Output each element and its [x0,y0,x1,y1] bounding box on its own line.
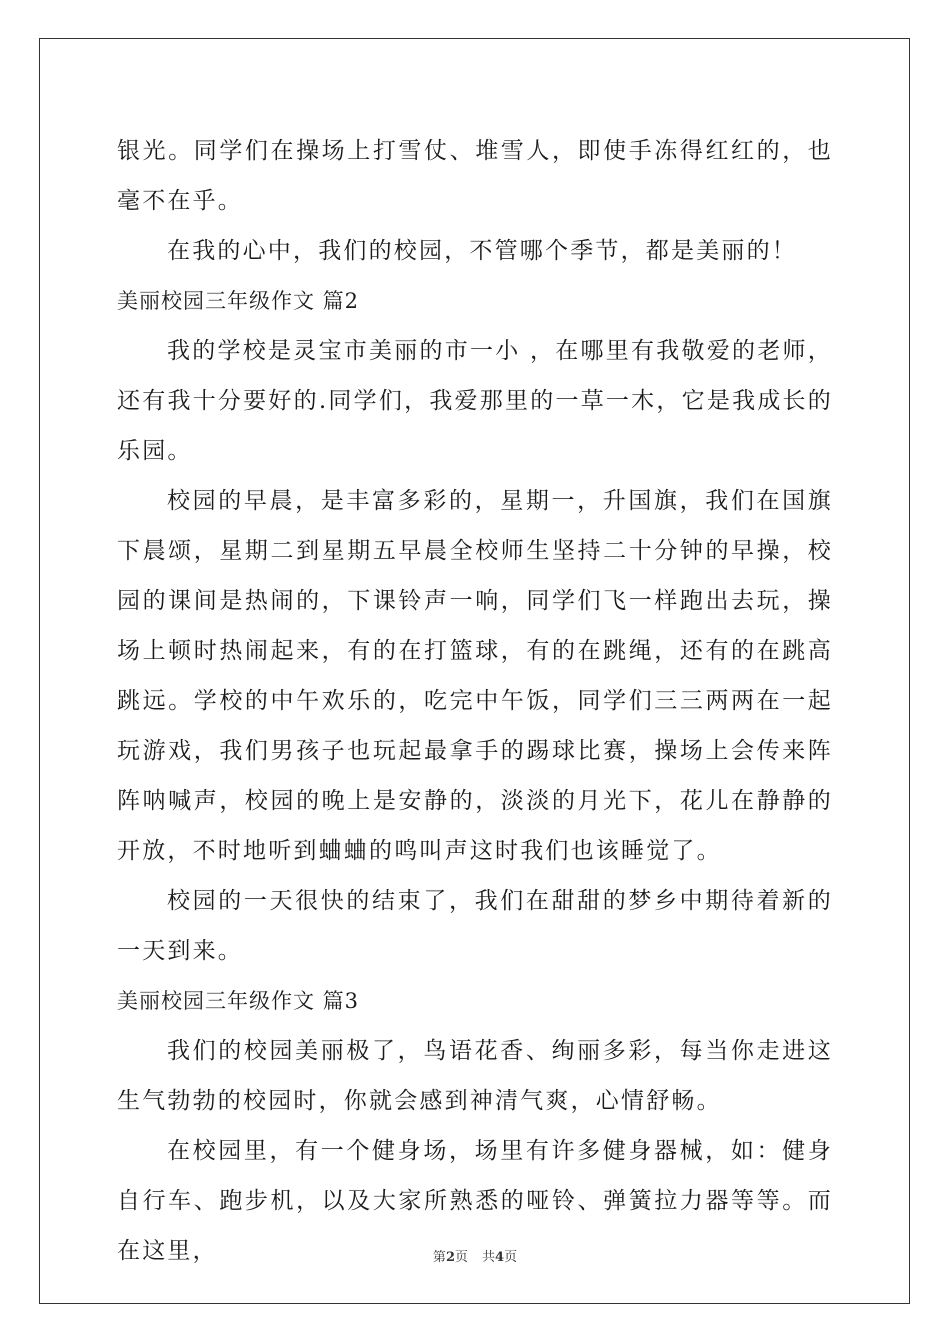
page-number-prefix: 第 [432,1250,446,1265]
paragraph: 我们的校园美丽极了，鸟语花香、绚丽多彩，每当你走进这生气勃勃的校园时，你就会感到神清气爽，心情舒畅。 [117,1038,833,1114]
paragraph: 校园的早晨，是丰富多彩的，星期一，升国旗，我们在国旗下晨颂，星期二到星期五早晨全校师生坚持二十分钟的早操，校园的课间是热闹的，下课铃声一响，同学们飞一样跑出去玩，操场上顿时热闹起来，有的在打篮球，有的在跳绳，还有的在跳高跳远。学校的中午欢乐的，吃完中午饭，同学们三三两两在一起玩游戏，我们男孩子也玩起最拿手的踢球比赛，操场上会传来阵阵呐喊声，校园的晚上是安静的，淡淡的月光下，花儿在静静的开放，不时地听到蛐蛐的鸣叫声这时我们也该睡觉了。 [117,488,833,864]
section-heading: 美丽校园三年级作文 篇3 [117,989,360,1013]
paragraph: 银光。同学们在操场上打雪仗、堆雪人，即使手冻得红红的，也毫不在乎。 [117,138,833,214]
paragraph: 校园的一天很快的结束了，我们在甜甜的梦乡中期待着新的一天到来。 [117,888,833,964]
document-body [117,126,833,1276]
total-pages-suffix: 页 [504,1250,518,1265]
paragraph: 在校园里，有一个健身场，场里有许多健身器械，如：健身自行车、跑步机，以及大家所熟悉的哑铃、弹簧拉力器等等。而在这里， [117,1138,833,1264]
total-page-count: 4 [495,1250,505,1265]
paragraph: 在我的心中，我们的校园，不管哪个季节，都是美丽的！ [167,238,797,264]
page-number-suffix: 页 [454,1250,468,1265]
page-footer [0,1246,950,1265]
section-heading: 美丽校园三年级作文 篇2 [117,289,360,313]
total-pages-prefix: 共 [482,1250,496,1265]
paragraph: 我的学校是灵宝市美丽的市一小 ，在哪里有我敬爱的老师，还有我十分要好的.同学们，我爱那里的一草一木，它是我成长的乐园。 [117,338,833,464]
current-page-number: 2 [445,1250,455,1265]
